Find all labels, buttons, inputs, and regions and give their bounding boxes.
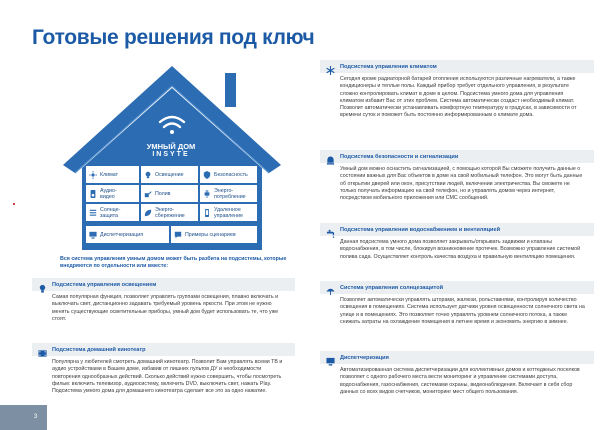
tile-label: Диспетчеризация — [100, 231, 144, 238]
scenario-icon — [174, 231, 182, 239]
house-label-title: УМНЫЙ ДОМ — [146, 142, 196, 151]
tile-watering — [141, 185, 198, 202]
section-header — [32, 343, 295, 356]
network-icon — [89, 231, 97, 239]
speaker-icon — [89, 190, 97, 198]
tile-energy-consumption — [200, 185, 257, 202]
section-header — [320, 281, 594, 294]
section-title: Подсистема управления освещением — [52, 281, 157, 288]
tile-sun-protection — [86, 204, 139, 221]
section-header — [320, 60, 594, 73]
section-text: Сегодня кроме радиаторной батарей отопления используются различные нагреватели, а также кондиционеры и теплые полы. Каждый прибор требует отдельного управления, в результате сложно контролировать климат в доме в целом. Подсистема умного дома для управления климатом избавит Вас от этих проблем. Система автоматически создаст необходимый климат. Позволит автоматически устанавливать комфортную температуру в градусах, в зависимости от времени суток и поможет быть постоянно информированным о климате дома. — [340, 76, 577, 119]
snowflake-icon — [326, 62, 335, 71]
lightbulb-icon — [144, 171, 152, 179]
plug-icon — [203, 190, 211, 198]
section-lighting — [32, 278, 295, 323]
shield-icon — [203, 171, 211, 179]
alarm-icon — [326, 152, 335, 161]
leaf-icon — [144, 209, 152, 217]
house-label-brand: INSYTE — [152, 151, 190, 158]
intro-text: Вся система управления умным домом может быть разбита на подсистемы, которые внедряются по отдельности или вместе: — [60, 256, 287, 270]
section-water-ventilation — [320, 223, 594, 261]
cursor-marker — [13, 203, 15, 205]
section-dispatching — [320, 351, 594, 396]
section-text: Позволяет автоматически управлять шторами, жалюзи, рольставнями, контролируя количество освещения в помещениях. Система использует датчики уровня освещенности солнечного света на улице и в помещениях. Это позволяет точно управлять уровнем солнечного потока, а также снижать затраты на охлаждение помещения в летнее время и экономить энергию в зимнее. — [340, 297, 585, 325]
section-title: Подсистема домашний кинотеатр — [52, 346, 146, 353]
section-title: Диспетчеризация — [340, 354, 389, 361]
sun-icon — [89, 171, 97, 179]
tile-dispatching — [86, 226, 169, 243]
section-title: Подсистема безопасности и сигнализации — [340, 153, 459, 160]
tile-label: Аудио- видео — [100, 187, 117, 200]
section-title: Подсистема управления водоснабжением и вентиляцией — [340, 226, 501, 233]
tile-label: Энерго- потребление — [214, 187, 246, 200]
faucet-icon — [326, 225, 335, 234]
blind-icon — [89, 209, 97, 217]
section-text: Самая популярная функция, позволяет управлять группами освещения, плавно включать и выключать свет, дистанционно задавать требуемый уровень яркости. При этом не нужно менять существующие осветительные приборы, умный дом будет использовать те, что уже стоят. — [52, 294, 279, 322]
section-climate — [320, 60, 594, 120]
section-header — [320, 351, 594, 364]
section-text: Умный дом можно оснастить сигнализацией, с помощью которой Вы сможете получить данные о состоянии важных для Вас объектов в доме на свой мобильный телефон. Это могут быть данные об открытии дверей или окон, присутствии людей, включении электричества. Вы сможете не только получать информацию на свой телефон, но и управлять домом через интернет, посредством мобильного приложения или СМС сообщений. — [340, 166, 583, 202]
tile-label: Примеры сценариев — [185, 231, 236, 238]
section-security — [320, 150, 594, 202]
tile-lighting — [141, 166, 198, 183]
tile-scenario-examples — [171, 226, 257, 243]
film-icon — [38, 345, 47, 354]
lightbulb-icon — [38, 280, 47, 289]
tile-remote-control — [200, 204, 257, 221]
tile-label: Освещение — [155, 171, 184, 178]
section-text: Данная подсистема умного дома позволяет закрывать/открывать задвижки и клапаны водоснабжения, в том числе, блокируя возникновение протечек. Возможно управление системой полива сада. Осуществляет контроль качества воздуха и правильную вентиляцию помещения. — [340, 239, 581, 260]
page-title: Готовые решения под ключ — [32, 26, 315, 49]
watering-can-icon — [144, 190, 152, 198]
tile-energy-saving — [141, 204, 198, 221]
tile-label: Климат — [100, 171, 119, 178]
section-header — [320, 150, 594, 163]
section-text: Популярна у любителей смотреть домашний кинотеатр. Позволит Вам управлять всеми ТВ и аудио устройствами в Вашем доме, избавив от лишних пультов ДУ и необходимости повторения однообразных действий. Сколько действий нужно совершить, чтобы посмотреть фильм: включить телевизор, аудиосистему, включить DVD, выключить свет, нажать Play. Подсистема умного дома для домашнего кинотеатра сделает все это за одно нажатие. — [52, 359, 283, 395]
section-title: Подсистема управления климатом — [340, 63, 437, 70]
page-number: 3 — [34, 414, 38, 420]
section-home-theater — [32, 343, 295, 395]
section-header — [32, 278, 295, 291]
section-text: Автоматизированная система диспетчеризации для коллективных домов и коттеджных поселков позволяет с одного рабочего места вести мониторинг и управление системами доступа, водоснабжения, газоснабжения, системами охраны, видеонаблюдения. Включает в себя сбор данных со всех видов счетчиков, мониторинг мест общего пользования. — [340, 367, 580, 395]
page-number-footer — [0, 405, 47, 430]
section-sun-protection — [320, 281, 594, 326]
tile-label: Энерго- сбережение — [155, 206, 185, 219]
phone-icon — [203, 209, 211, 217]
tile-climate — [86, 166, 139, 183]
section-header — [320, 223, 594, 236]
tile-security — [200, 166, 257, 183]
dispatch-icon — [326, 353, 335, 362]
tile-label: Безопасность — [214, 171, 248, 178]
section-title: Система управления солнцезащитой — [340, 284, 444, 291]
tile-audio-video — [86, 185, 139, 202]
tile-label: Удаленное управление — [214, 206, 243, 219]
tile-label: Полив — [155, 190, 171, 197]
tile-label: Солнце- защита — [100, 206, 121, 219]
umbrella-icon — [326, 283, 335, 292]
